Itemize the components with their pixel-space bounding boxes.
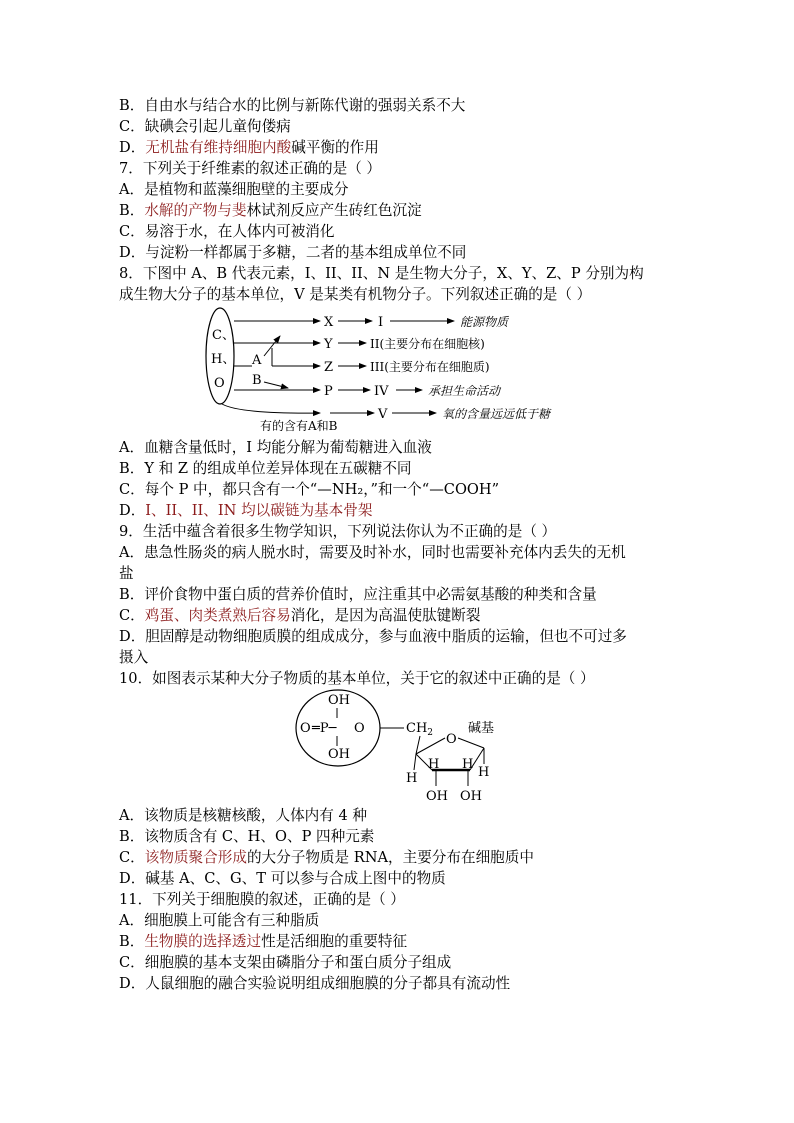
q11-stem: 11．下列关于细胞膜的叙述，正确的是（ ） bbox=[119, 891, 405, 908]
option-prefix: B． bbox=[119, 933, 145, 950]
highlighted-text: 生物膜的选择透过 bbox=[144, 933, 262, 950]
element-c: C、 bbox=[212, 328, 235, 343]
highlighted-text: 该物质聚合形成 bbox=[144, 849, 247, 866]
q10-nucleotide-structure bbox=[290, 688, 520, 806]
q8-stem-line2: 成生物大分子的基本单位，V 是某类有机物分子。下列叙述正确的是（ ） bbox=[119, 286, 592, 303]
unit-y: Y bbox=[324, 337, 333, 352]
q11-option-d: D．人鼠细胞的融合实验说明组成细胞膜的分子都具有流动性 bbox=[119, 975, 511, 992]
option-prefix: B． bbox=[119, 202, 145, 219]
option-text: 碱平衡的作用 bbox=[291, 139, 379, 156]
diagram-caption: 有的含有A和B bbox=[260, 419, 338, 433]
function-1: 能源物质 bbox=[460, 315, 509, 329]
q7-option-b bbox=[119, 201, 422, 221]
q9-option-c bbox=[119, 606, 480, 626]
ring-h-4: H bbox=[478, 765, 490, 780]
q9-option-a-line1: A．患急性肠炎的病人脱水时，需要及时补水，同时也需要补充体内丢失的无机 bbox=[119, 544, 626, 561]
q8-option-a: A．血糖含量低时，I 均能分解为葡萄糖进入血液 bbox=[119, 439, 432, 456]
q9-option-a-line2: 盐 bbox=[119, 565, 134, 582]
unit-p: P bbox=[324, 384, 333, 399]
macromolecule-2: II(主要分布在细胞核) bbox=[370, 337, 485, 351]
ch2-subscript: 2 bbox=[427, 728, 434, 738]
element-a-label: A bbox=[252, 353, 262, 368]
ring-oxygen: O bbox=[446, 732, 457, 747]
base-label: 碱基 bbox=[468, 721, 495, 736]
ch2-text: CH bbox=[406, 721, 428, 736]
q11-option-a: A．细胞膜上可能含有三种脂质 bbox=[119, 912, 320, 929]
q10-option-d: D．碱基 A、C、G、T 可以参与合成上图中的物质 bbox=[119, 870, 446, 887]
option-prefix: C． bbox=[119, 849, 145, 866]
element-b-label: B bbox=[252, 373, 262, 388]
unit-x: X bbox=[324, 315, 334, 330]
option-text: 的大分子物质是 RNA，主要分布在细胞质中 bbox=[246, 849, 534, 866]
option-prefix: D． bbox=[119, 139, 146, 156]
q10-option-b: B．该物质含有 C、H、O、P 四种元素 bbox=[119, 828, 375, 845]
q10-stem: 10．如图表示某种大分子物质的基本单位，关于它的叙述中正确的是（ ） bbox=[119, 670, 595, 687]
unit-z: Z bbox=[324, 360, 334, 375]
option-prefix: C． bbox=[119, 607, 145, 624]
q9-option-d-line2: 摄入 bbox=[119, 649, 149, 666]
phosphate-oh-bottom: OH bbox=[328, 747, 350, 762]
q6-option-d bbox=[119, 138, 379, 158]
element-o: O bbox=[214, 376, 225, 391]
option-text: 性是活细胞的重要特征 bbox=[261, 933, 408, 950]
element-h: H、 bbox=[211, 352, 236, 367]
q9-option-b: B．评价食物中蛋白质的营养价值时，应注重其中必需氨基酸的种类和含量 bbox=[119, 586, 597, 603]
macromolecule-5: V bbox=[378, 407, 388, 422]
q7-option-d: D．与淀粉一样都属于多糖，二者的基本组成单位不同 bbox=[119, 244, 467, 261]
macromolecule-4: IV bbox=[374, 384, 389, 399]
macromolecule-1: I bbox=[378, 315, 384, 330]
function-4: 承担生命活动 bbox=[428, 384, 501, 398]
q11-option-b bbox=[119, 932, 407, 952]
q8-option-b: B．Y 和 Z 的组成单位差异体现在五碳糖不同 bbox=[119, 460, 412, 477]
ring-h-2: H bbox=[428, 757, 440, 772]
q10-option-a: A．该物质是核糖核酸，人体内有 4 种 bbox=[119, 807, 368, 824]
phosphate-o-right: O bbox=[354, 721, 365, 736]
q8-option-d bbox=[119, 501, 372, 521]
q7-stem: 7．下列关于纤维素的叙述正确的是（ ） bbox=[119, 160, 382, 177]
ring-oh-1: OH bbox=[426, 789, 448, 804]
highlighted-text: 水解的产物与斐 bbox=[144, 202, 247, 219]
ring-oh-2: OH bbox=[460, 789, 482, 804]
highlighted-text: 鸡蛋、肉类煮熟后容易 bbox=[144, 607, 291, 624]
macromolecule-3: III(主要分布在细胞质) bbox=[370, 360, 490, 374]
ring-h-1: H bbox=[406, 771, 418, 786]
q11-option-c: C．细胞膜的基本支架由磷脂分子和蛋白质分子组成 bbox=[119, 954, 452, 971]
highlighted-text: 无机盐有维持细胞内酸 bbox=[145, 139, 292, 156]
ring-h-3: H bbox=[462, 757, 474, 772]
option-text: 林试剂反应产生砖红色沉淀 bbox=[246, 202, 422, 219]
q10-option-c bbox=[119, 848, 534, 868]
phosphate-p: ═P─ bbox=[312, 721, 337, 736]
q6-option-c: C．缺碘会引起儿童佝偻病 bbox=[119, 118, 291, 135]
q7-option-a: A．是植物和蓝藻细胞壁的主要成分 bbox=[119, 181, 349, 198]
phosphate-o-left: O bbox=[300, 721, 311, 736]
q9-stem: 9．生活中蕴含着很多生物学知识，下列说法你认为不正确的是（ ） bbox=[119, 523, 557, 540]
function-5: 氧的含量远远低于糖 bbox=[442, 407, 551, 421]
q8-option-c: C．每个 P 中，都只含有一个“—NH₂，”和一个“—COOH” bbox=[119, 481, 500, 498]
highlighted-text: I、II、II、IN 均以碳链为基本骨架 bbox=[145, 502, 373, 519]
ch2-group bbox=[406, 721, 433, 738]
q6-option-b: B．自由水与结合水的比例与新陈代谢的强弱关系不大 bbox=[119, 97, 466, 114]
option-prefix: D． bbox=[119, 502, 146, 519]
q9-option-d-line1: D．胆固醇是动物细胞质膜的组成成分，参与血液中脂质的运输，但也不可过多 bbox=[119, 628, 627, 645]
q8-diagram bbox=[200, 306, 600, 436]
phosphate-oh-top: OH bbox=[328, 693, 350, 708]
q8-stem-line1: 8．下图中 A、B 代表元素，I、II、II、N 是生物大分子，X、Y、Z、P 分别为构 bbox=[119, 265, 644, 282]
q7-option-c: C．易溶于水，在人体内可被消化 bbox=[119, 223, 335, 240]
option-text: 消化，是因为高温使肽键断裂 bbox=[290, 607, 481, 624]
